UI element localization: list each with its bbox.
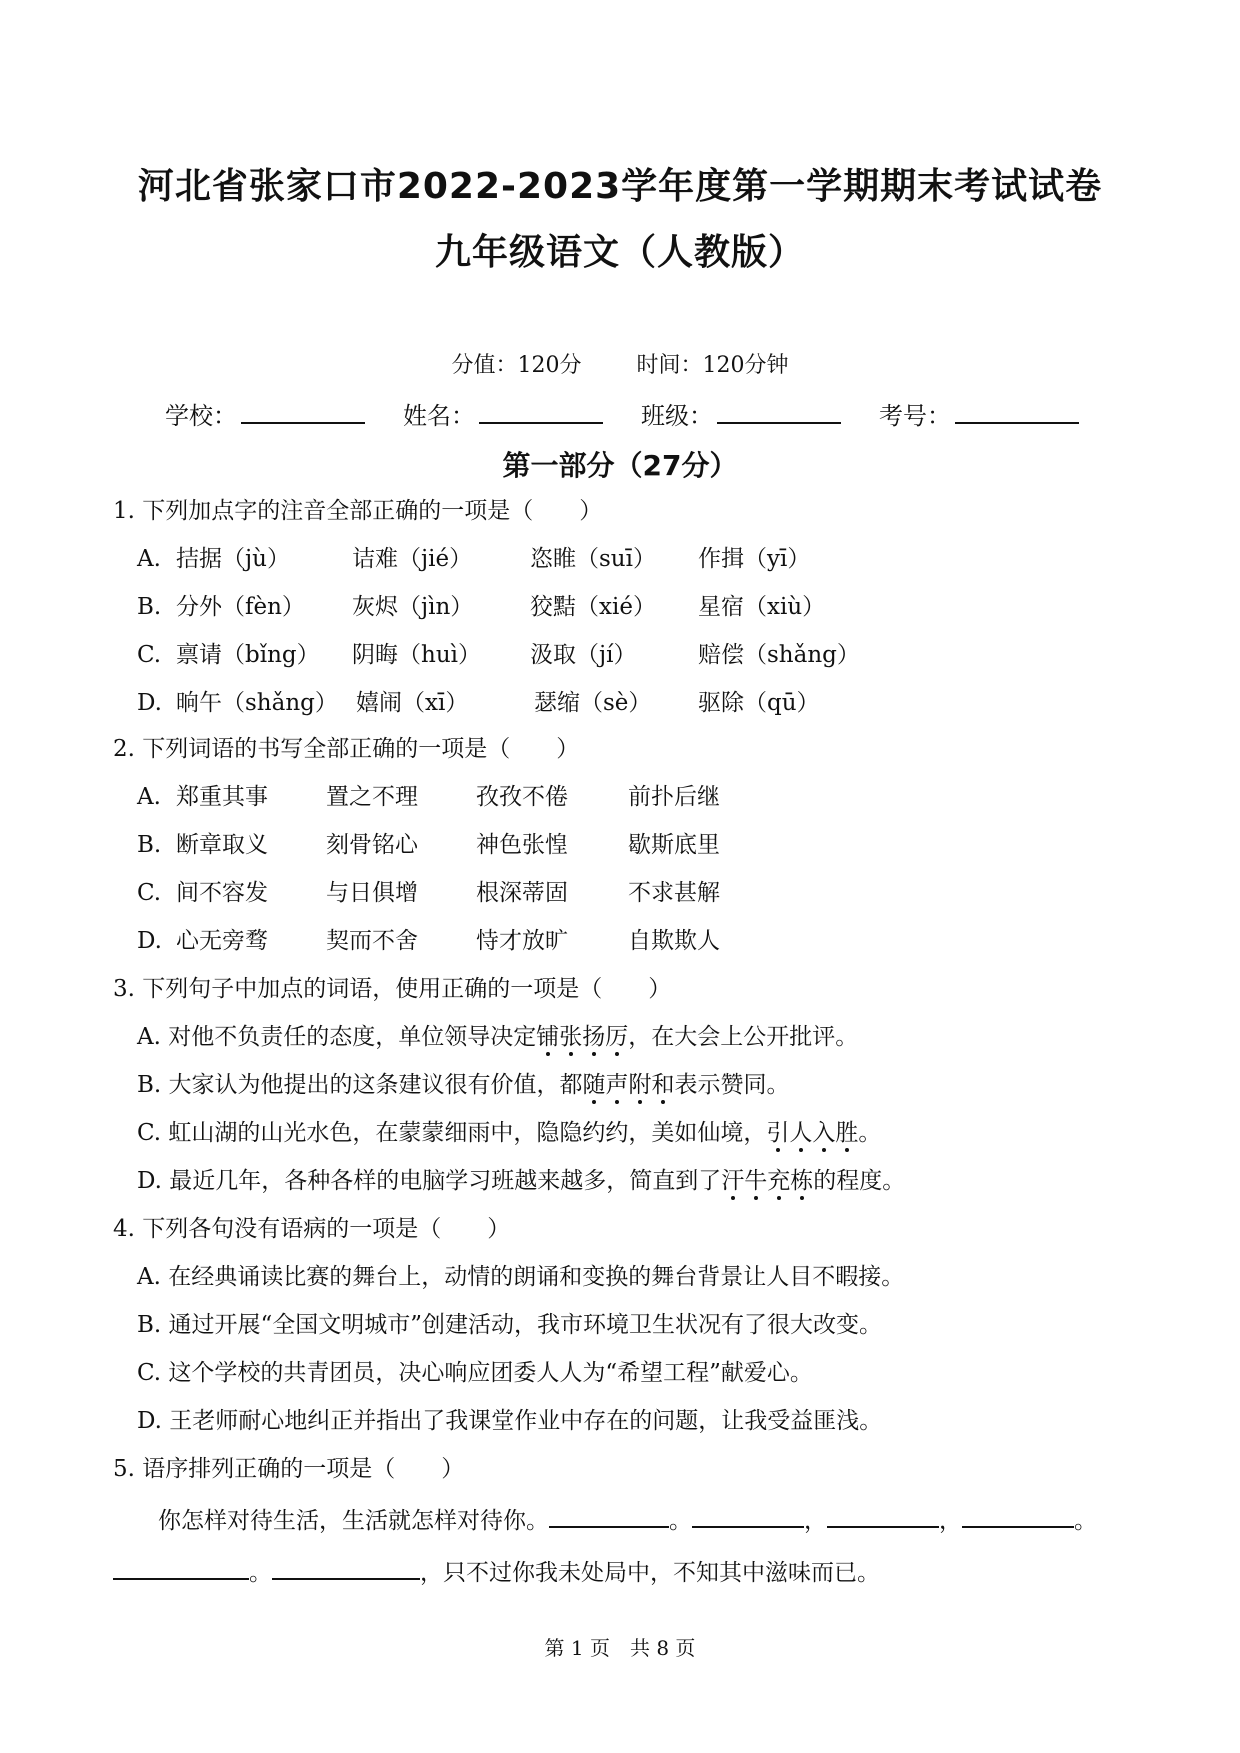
q5-passage-line2: 。 ，只不过你我未处局中，不知其中滋味而已。 <box>113 1556 880 1588</box>
q1-a-2: 诘难（jié） <box>352 546 473 572</box>
emphasis-char: 声 <box>605 1072 629 1098</box>
q4-option-c: C. 这个学校的共青团员，决心响应团委人人为“希望工程”献爱心。 <box>137 1360 813 1386</box>
q2-stem: 2. 下列词语的书写全部正确的一项是（ ） <box>113 736 580 762</box>
score-value: 分值：120分 <box>451 353 582 378</box>
emphasis-char: 入 <box>812 1120 836 1146</box>
q4-stem: 4. 下列各句没有语病的一项是（ ） <box>113 1216 511 1242</box>
q5-blank-2[interactable] <box>692 1504 804 1528</box>
page-footer: 第 1 页 共 8 页 <box>544 1636 696 1660</box>
q1-label-b: B. <box>137 594 162 620</box>
q1-b-3: 狡黠（xié） <box>530 594 656 620</box>
emphasis-char: 胜 <box>835 1120 859 1146</box>
q1-label-d: D. <box>137 690 162 716</box>
q1-c-1: 禀请（bǐng） <box>176 642 320 668</box>
q3-c-dotted-word <box>766 1120 858 1146</box>
q5-blank-3[interactable] <box>827 1504 939 1528</box>
emphasis-char: 人 <box>789 1120 813 1146</box>
q2-label-b: B. <box>137 832 162 858</box>
q3-stem: 3. 下列句子中加点的词语，使用正确的一项是（ ） <box>113 976 672 1002</box>
q1-a-3: 恣睢（suī） <box>530 546 656 572</box>
q2-c-1: 间不容发 <box>176 880 268 906</box>
q3-option-d: D. 最近几年，各种各样的电脑学习班越来越多，简直到了汗牛充栋的程度。 <box>137 1168 906 1194</box>
q2-a-4: 前扑后继 <box>628 784 720 810</box>
q5-blank-4[interactable] <box>962 1504 1074 1528</box>
q3-d-dotted-word <box>721 1168 813 1194</box>
q3-option-b: B. 大家认为他提出的这条建议很有价值，都随声附和表示赞同。 <box>137 1072 790 1098</box>
q1-a-1: 拮据（jù） <box>176 546 290 572</box>
exam-number-field[interactable]: 考号： <box>879 396 1079 431</box>
q5-blank-6[interactable] <box>272 1556 420 1580</box>
q5-stem: 5. 语序排列正确的一项是（ ） <box>113 1456 465 1482</box>
q2-a-2: 置之不理 <box>326 784 418 810</box>
q2-label-a: A. <box>137 784 161 810</box>
section-title: 第一部分（27分） <box>502 449 738 482</box>
emphasis-char: 牛 <box>744 1168 768 1194</box>
q2-d-3: 恃才放旷 <box>476 928 568 954</box>
q2-a-3: 孜孜不倦 <box>476 784 568 810</box>
q4-option-a: A. 在经典诵读比赛的舞台上，动情的朗诵和变换的舞台背景让人目不暇接。 <box>137 1264 905 1290</box>
emphasis-char: 扬 <box>582 1024 606 1050</box>
q2-d-1: 心无旁骛 <box>176 928 268 954</box>
school-blank[interactable] <box>241 396 365 424</box>
q1-d-1: 晌午（shǎng） <box>176 690 338 716</box>
student-info-fields <box>165 396 1117 431</box>
q2-c-3: 根深蒂固 <box>476 880 568 906</box>
class-blank[interactable] <box>717 396 841 424</box>
q5-blank-5[interactable] <box>113 1556 249 1580</box>
q2-b-1: 断章取义 <box>176 832 268 858</box>
q2-d-2: 契而不舍 <box>326 928 418 954</box>
q1-b-1: 分外（fèn） <box>176 594 305 620</box>
q3-option-c: C. 虹山湖的山光水色，在蒙蒙细雨中，隐隐约约，美如仙境，引人入胜。 <box>137 1120 882 1146</box>
emphasis-char: 和 <box>651 1072 675 1098</box>
q4-option-b: B. 通过开展“全国文明城市”创建活动，我市环境卫生状况有了很大改变。 <box>137 1312 883 1338</box>
q3-option-a: A. 对他不负责任的态度，单位领导决定铺张扬厉，在大会上公开批评。 <box>137 1024 859 1050</box>
q1-d-3: 瑟缩（sè） <box>534 690 652 716</box>
emphasis-char: 铺 <box>536 1024 560 1050</box>
q1-d-2: 嬉闹（xī） <box>356 690 469 716</box>
q2-c-2: 与日俱增 <box>326 880 418 906</box>
q1-b-4: 星宿（xiù） <box>698 594 826 620</box>
q2-label-c: C. <box>137 880 162 906</box>
class-field[interactable]: 班级： <box>641 396 841 431</box>
q1-c-3: 汲取（jí） <box>530 642 637 668</box>
q2-b-3: 神色张惶 <box>476 832 568 858</box>
exam-title: 河北省张家口市2022-2023学年度第一学期期末考试试卷 <box>137 166 1103 207</box>
q1-c-4: 赔偿（shǎng） <box>698 642 860 668</box>
name-blank[interactable] <box>479 396 603 424</box>
name-field[interactable]: 姓名： <box>403 396 603 431</box>
school-field[interactable]: 学校： <box>165 396 365 431</box>
q1-c-2: 阴晦（huì） <box>352 642 481 668</box>
q4-option-d: D. 王老师耐心地纠正并指出了我课堂作业中存在的问题，让我受益匪浅。 <box>137 1408 883 1434</box>
emphasis-char: 汗 <box>721 1168 745 1194</box>
q2-a-1: 郑重其事 <box>176 784 268 810</box>
q1-label-c: C. <box>137 642 162 668</box>
q3-a-dotted-word <box>536 1024 628 1050</box>
q1-b-2: 灰烬（jìn） <box>352 594 474 620</box>
emphasis-char: 充 <box>767 1168 791 1194</box>
q5-blank-1[interactable] <box>549 1504 669 1528</box>
emphasis-char: 张 <box>559 1024 583 1050</box>
q2-d-4: 自欺欺人 <box>628 928 720 954</box>
q1-d-4: 驱除（qū） <box>698 690 820 716</box>
emphasis-char: 栋 <box>790 1168 814 1194</box>
q2-label-d: D. <box>137 928 162 954</box>
q1-a-4: 作揖（yī） <box>698 546 811 572</box>
exam-subtitle: 九年级语文（人教版） <box>434 232 805 273</box>
q1-stem: 1. 下列加点字的注音全部正确的一项是（ ） <box>113 498 603 524</box>
q3-b-dotted-word <box>583 1072 675 1098</box>
q5-passage-line1: 你怎样对待生活，生活就怎样对待你。 。 ， ， 。 <box>158 1504 1097 1536</box>
time-value: 时间：120分钟 <box>636 353 789 378</box>
q2-b-2: 刻骨铭心 <box>326 832 418 858</box>
exam-number-blank[interactable] <box>955 396 1079 424</box>
q2-b-4: 歇斯底里 <box>628 832 720 858</box>
exam-meta <box>0 348 1240 379</box>
q1-label-a: A. <box>137 546 161 572</box>
emphasis-char: 附 <box>628 1072 652 1098</box>
emphasis-char: 厉 <box>605 1024 629 1050</box>
q2-c-4: 不求甚解 <box>628 880 720 906</box>
emphasis-char: 随 <box>582 1072 606 1098</box>
emphasis-char: 引 <box>766 1120 790 1146</box>
